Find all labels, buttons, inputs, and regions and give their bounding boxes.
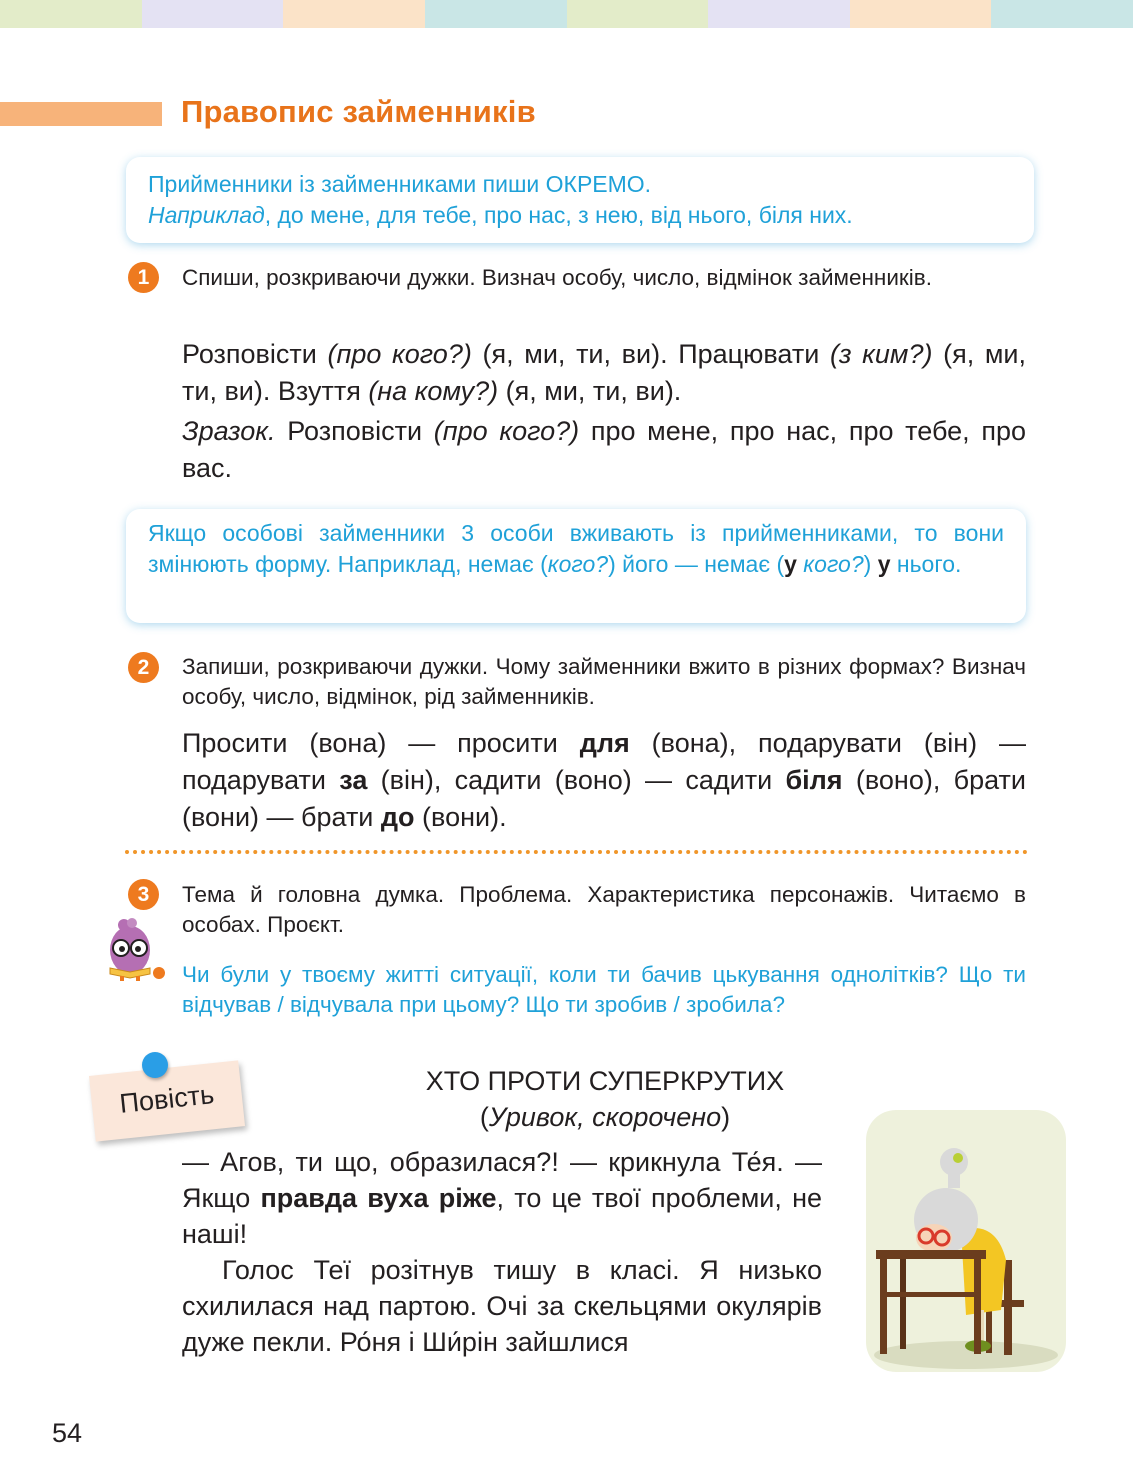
page-number: 54 (52, 1418, 83, 1448)
example-label: Наприклад (148, 202, 265, 228)
exercise-part: (вона), подарувати (він) — подарувати (182, 728, 1026, 795)
sample-text (182, 413, 1026, 487)
exercise-part: (вони). (414, 802, 507, 832)
section-divider (125, 850, 1028, 854)
rule-text (148, 518, 1004, 580)
question-hint: (з ким?) (829, 339, 933, 369)
strip-segment (0, 0, 142, 28)
subtitle-part: ( (479, 1102, 489, 1132)
exercise-text (182, 725, 1026, 836)
task-number-badge: 1 (128, 262, 159, 293)
strip-segment (850, 0, 992, 28)
example-text: , до мене, для тебе, про нас, з нею, від нього, біля них. (264, 202, 853, 228)
exercise-part: (я, ми, ти, ви). (498, 376, 682, 406)
rule-part: нього. (890, 551, 962, 577)
exercise-part: (воно), брати (вони) — брати (182, 765, 1026, 832)
question-hint: (на кому?) (368, 376, 499, 406)
preposition-bold: за (339, 765, 368, 795)
task-number-badge: 2 (128, 652, 159, 683)
bullet-dot (153, 967, 165, 979)
rule-box-third-person (126, 509, 1026, 623)
rule-part: ) його — немає ( (608, 551, 785, 577)
task-number-badge: 3 (128, 879, 159, 910)
rule-bold: у (784, 551, 797, 577)
preposition-bold: до (380, 802, 415, 832)
subtitle-part: ) (721, 1102, 731, 1132)
story-part: — Агов, ти що, образилася?! — крикнула Те́я. — Якщо (182, 1147, 822, 1213)
story-title: ХТО ПРОТИ СУПЕРКРУТИХ (425, 1066, 785, 1096)
strip-segment (142, 0, 284, 28)
top-color-strip (0, 0, 1133, 28)
sample-label: Зразок. (182, 416, 276, 446)
girl-at-desk-illustration (866, 1110, 1066, 1372)
rule-line: Прийменники із займенниками пиши ОКРЕМО. (148, 171, 652, 197)
pin-icon (142, 1052, 168, 1078)
page-title: Правопис займенників (181, 94, 536, 129)
strip-segment (991, 0, 1133, 28)
story-subtitle (395, 1102, 815, 1133)
rule-italic: кого? (547, 551, 609, 577)
rule-bold: у (877, 551, 891, 577)
story-paragraph (182, 1144, 822, 1252)
exercise-part: (він), садити (воно) — садити (367, 765, 786, 795)
exercise-part: (я, ми, ти, ви). Працювати (471, 339, 830, 369)
sticker-label: Повість (118, 1079, 216, 1119)
story-paragraph: Голос Теї розітнув тишу в класі. Я низько схилилася над партою. Очі за скельцями окулярів дуже пекли. Ро́ня і Ши́рін зайшлися (182, 1255, 822, 1357)
rule-part: ) (863, 551, 878, 577)
sample-part: про мене, про нас, про тебе, про вас. (182, 416, 1026, 483)
strip-segment (283, 0, 425, 28)
task-instruction: Тема й головна думка. Проблема. Характеристика персонажів. Читаємо в особах. Проєкт. (182, 882, 1026, 937)
question-hint: (про кого?) (433, 416, 580, 446)
rule-part: Якщо особові займенники 3 особи вживають із прийменниками, то вони змінюють форму. Наприклад, немає ( (148, 520, 1004, 577)
preposition-bold: біля (785, 765, 843, 795)
exercise-text (182, 336, 1026, 410)
task-instruction: Спиши, розкриваючи дужки. Визнач особу, число, відмінок займенників. (182, 265, 932, 290)
question-hint: (про кого?) (327, 339, 472, 369)
sample-part: Розповісти (275, 416, 434, 446)
owl-mascot-icon (100, 914, 160, 982)
exercise-part: Розповісти (182, 339, 328, 369)
rule-box-prepositions (126, 157, 1034, 243)
story-part: , то це твої проблеми, не наші! (182, 1183, 822, 1249)
idiom-bold: правда вуха ріже (260, 1183, 497, 1213)
exercise-part: Просити (вона) — просити (182, 728, 580, 758)
strip-segment (425, 0, 567, 28)
exercise-part: (я, ми, ти, ви). Взуття (182, 339, 1027, 406)
preposition-bold: для (579, 728, 630, 758)
rule-example (148, 200, 1012, 231)
strip-segment (567, 0, 709, 28)
subtitle-italic: Уривок, скорочено (488, 1102, 722, 1132)
task-instruction: Запиши, розкриваючи дужки. Чому займенники вжито в різних формах? Визнач особу, число, відмінок, рід займенників. (182, 654, 1026, 709)
discussion-question: Чи були у твоєму житті ситуації, коли ти бачив цькування однолітків? Що ти відчував / відчувала при цьому? Що ти зробив / зробила? (182, 962, 1026, 1017)
strip-segment (708, 0, 850, 28)
rule-italic: кого? (803, 551, 864, 577)
title-accent-bar (0, 102, 162, 126)
genre-sticker (89, 1060, 245, 1141)
